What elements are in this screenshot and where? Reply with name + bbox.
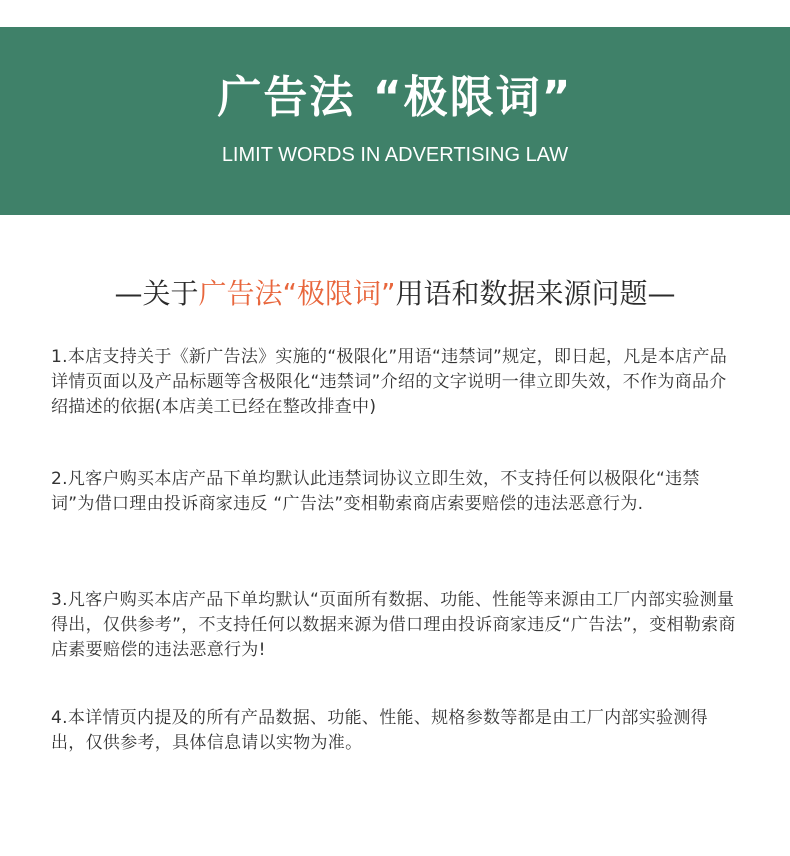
notice-paragraph-2: 2.凡客户购买本店产品下单均默认此违禁词协议立即生效，不支持任何以极限化“违禁词”为借口理由投诉商家违反 “广告法”变相勒索商店索要赔偿的违法恶意行为. <box>51 469 700 514</box>
notice-paragraph-3: 3.凡客户购买本店产品下单均默认“页面所有数据、功能、性能等来源由工厂内部实验测量得出，仅供参考”，不支持任何以数据来源为借口理由投诉商家违反“广告法”，变相勒索商店素要赔偿的违法恶意行为! <box>51 590 736 660</box>
banner-title: 广告法 “极限词” <box>217 72 573 123</box>
section-heading-accent: 广告法“极限词” <box>198 277 396 310</box>
notice-paragraph-4: 4.本详情页内提及的所有产品数据、功能、性能、规格参数等都是由工厂内部实验测得出，仅供参考，具体信息请以实物为准。 <box>51 708 708 753</box>
section-heading-prefix: —关于 <box>114 277 199 310</box>
section-heading <box>0 275 790 313</box>
banner-subtitle: LIMIT WORDS IN ADVERTISING LAW <box>221 144 569 166</box>
notice-paragraph-1: 1.本店支持关于《新广告法》实施的“极限化”用语“违禁词”规定，即日起，凡是本店产品详情页面以及产品标题等含极限化“违禁词”介绍的文字说明一律立即失效，不作为商品介绍描述的依据(本店美工已经在整改排查中) <box>51 347 728 417</box>
section-heading-suffix: 用语和数据来源问题— <box>395 277 676 310</box>
